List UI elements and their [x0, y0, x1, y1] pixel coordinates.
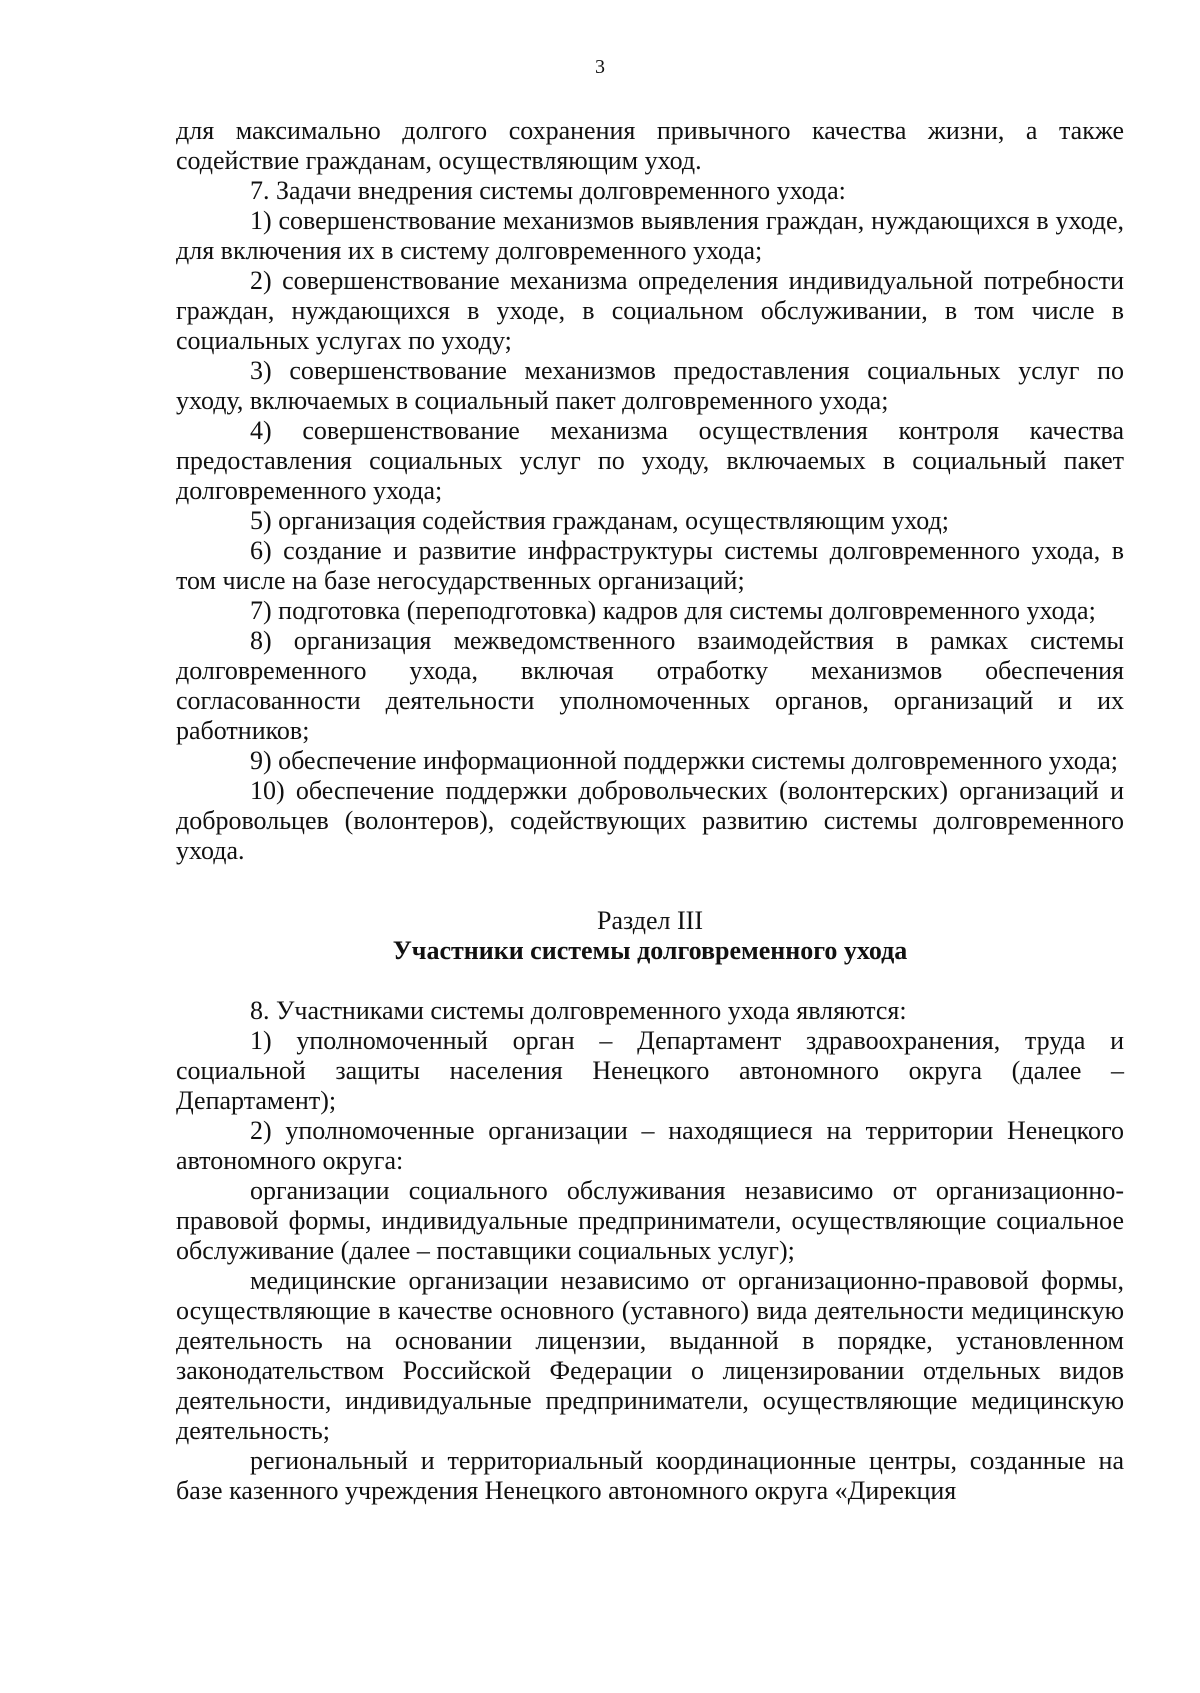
task-9: 9) обеспечение информационной поддержки системы долговременного ухода; [250, 746, 1119, 775]
task-6: 6) создание и развитие инфраструктуры системы долговременного ухода, в том числе на базе негосударственных организаций; [176, 536, 1124, 595]
participant-2-coordination-centers: региональный и территориальный координационные центры, созданные на базе казенного учреждения Ненецкого автономного округа «Дирекция [176, 1446, 1124, 1505]
participant-2-social-orgs: организации социального обслуживания независимо от организационно-правовой формы, индивидуальные предприниматели, осуществляющие социальное обслуживание (далее – поставщики социальных услуг); [176, 1176, 1124, 1265]
participant-1: 1) уполномоченный орган – Департамент здравоохранения, труда и социальной защиты населения Ненецкого автономного округа (далее – Департамент); [176, 1026, 1124, 1115]
item-7-heading: 7. Задачи внедрения системы долговременного ухода: [250, 176, 846, 205]
task-3: 3) совершенствование механизмов предоставления социальных услуг по уходу, включаемых в социальный пакет долговременного ухода; [176, 356, 1124, 415]
task-1: 1) совершенствование механизмов выявления граждан, нуждающихся в уходе, для включения их в систему долговременного ухода; [176, 206, 1124, 265]
task-7: 7) подготовка (переподготовка) кадров для системы долговременного ухода; [250, 596, 1096, 625]
section-title: Участники системы долговременного ухода [392, 936, 908, 965]
task-10: 10) обеспечение поддержки добровольческих (волонтерских) организаций и добровольцев (волонтеров), содействующих развитию системы долговременного ухода. [176, 776, 1124, 865]
task-4: 4) совершенствование механизма осуществления контроля качества предоставления социальных услуг по уходу, включаемых в социальный пакет долговременного ухода; [176, 416, 1124, 505]
item-8-heading: 8. Участниками системы долговременного ухода являются: [250, 996, 907, 1025]
participant-2: 2) уполномоченные организации – находящиеся на территории Ненецкого автономного округа: [176, 1116, 1124, 1175]
section-number: Раздел III [596, 906, 704, 935]
participant-2-medical-orgs: медицинские организации независимо от организационно-правовой формы, осуществляющие в качестве основного (уставного) вида деятельности медицинскую деятельность на основании лицензии, выданной в порядке, установленном законодательством Российской Федерации о лицензировании отдельных видов деятельности, индивидуальные предприниматели, осуществляющие медицинскую деятельность; [176, 1266, 1124, 1445]
task-2: 2) совершенствование механизма определения индивидуальной потребности граждан, нуждающихся в уходе, в социальном обслуживании, в том числе в социальных услугах по уходу; [176, 266, 1124, 355]
page-number: 3 [595, 56, 605, 78]
section-heading [176, 906, 1124, 966]
paragraph-intro: для максимально долгого сохранения привычного качества жизни, а также содействие гражданам, осуществляющим уход. [176, 116, 1124, 175]
task-5: 5) организация содействия гражданам, осуществляющим уход; [250, 506, 950, 535]
document-body [176, 116, 1124, 1506]
task-8: 8) организация межведомственного взаимодействия в рамках системы долговременного ухода, включая отработку механизмов обеспечения согласованности деятельности уполномоченных органов, организаций и их работников; [176, 626, 1124, 745]
